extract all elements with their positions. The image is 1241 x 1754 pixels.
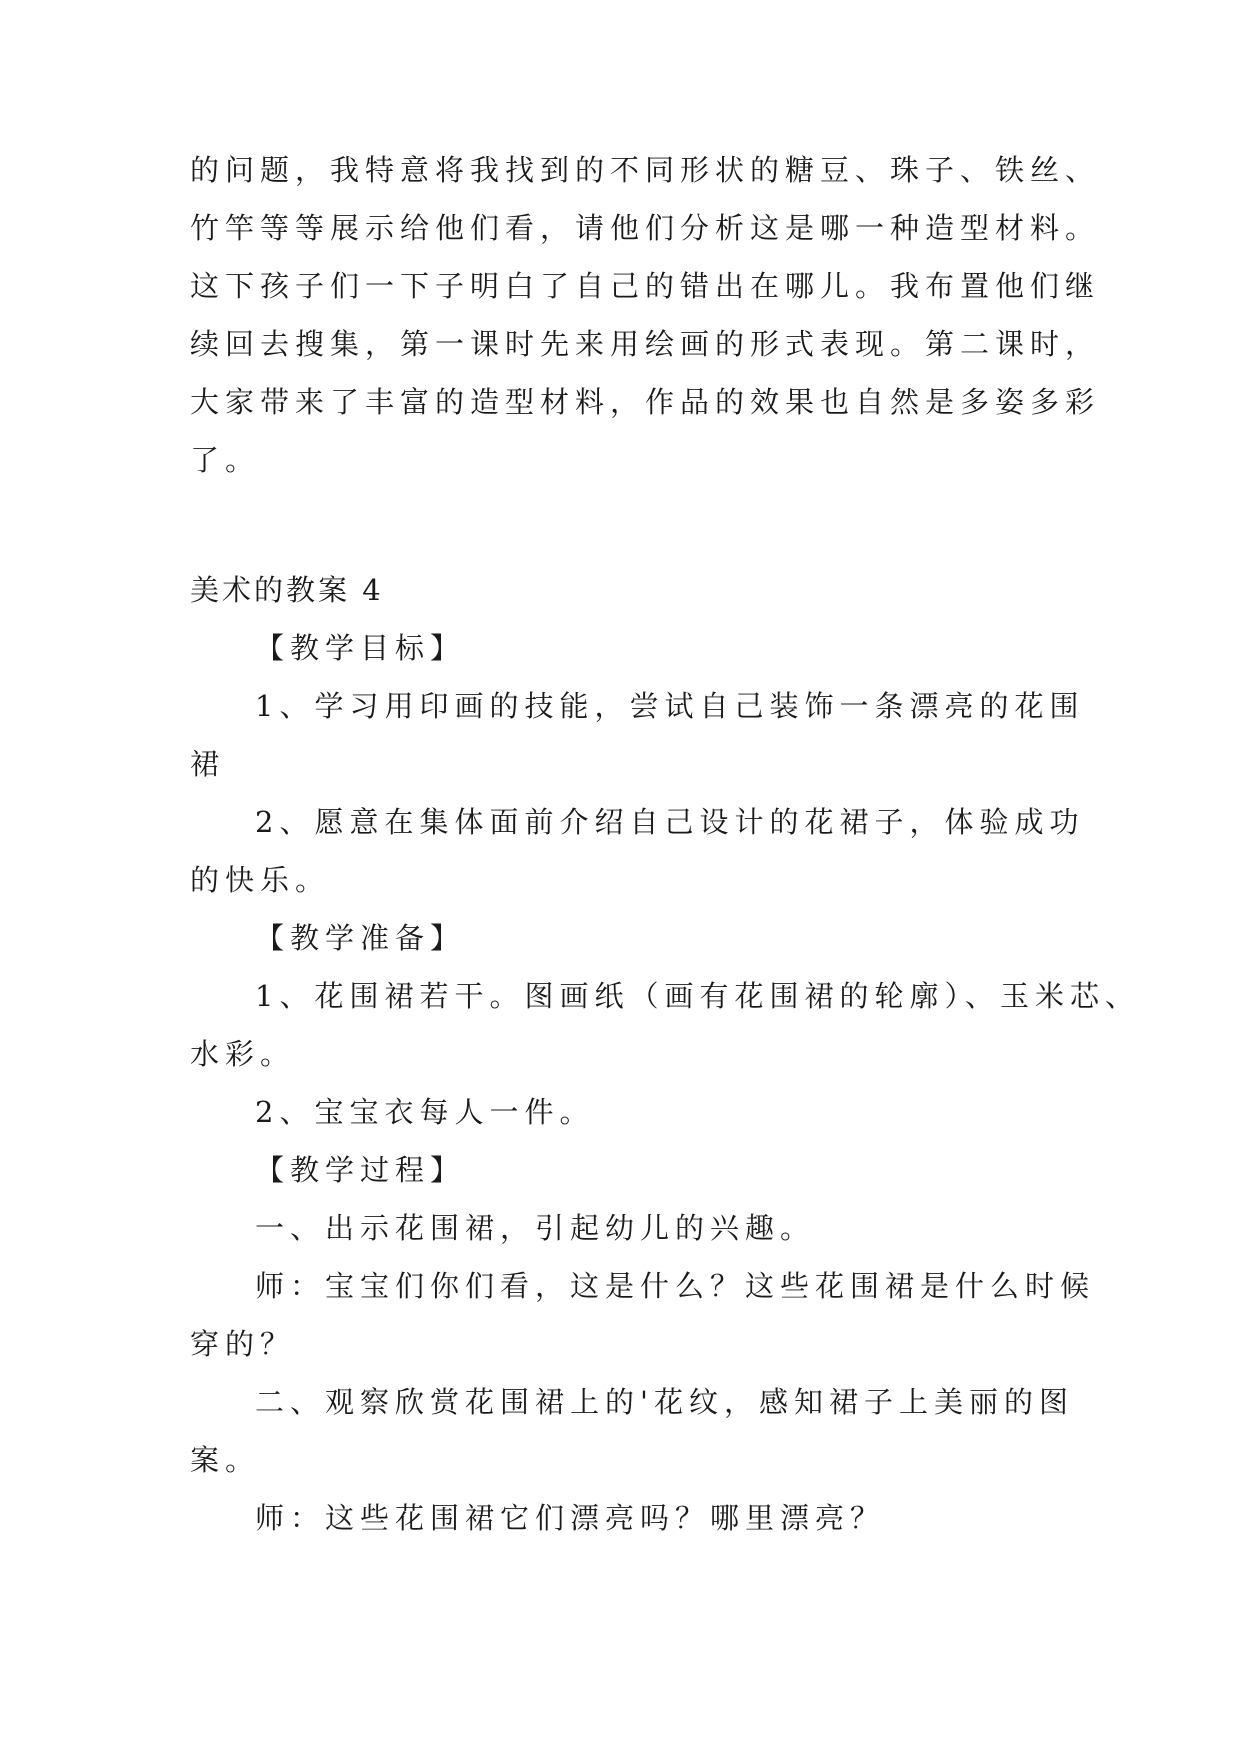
paragraph-line: 竹竿等等展示给他们看，请他们分析这是哪一种造型材料。 (190, 211, 1101, 245)
paragraph-line: 1、学习用印画的技能，尝试自己装饰一条漂亮的花围 (255, 689, 1085, 723)
paragraph-line: 2、愿意在集体面前介绍自己设计的花裙子，体验成功 (255, 805, 1085, 839)
paragraph-line: 二、观察欣赏花围裙上的'花纹，感知裙子上美丽的图 (255, 1385, 1074, 1419)
paragraph-line: 大家带来了丰富的造型材料，作品的效果也自然是多姿多彩 (190, 385, 1101, 419)
section-title: 美术的教案 4 (190, 573, 384, 607)
paragraph-line: 续回去搜集，第一课时先来用绘画的形式表现。第二课时， (190, 327, 1101, 361)
subheading-teaching-goals: 【教学目标】 (255, 631, 466, 665)
paragraph-line: 1、花围裙若干。图画纸（画有花围裙的轮廓）、玉米芯、 (255, 979, 1140, 1013)
paragraph-line: 这下孩子们一下子明白了自己的错出在哪儿。我布置他们继 (190, 269, 1101, 303)
paragraph-line: 的快乐。 (190, 863, 331, 897)
paragraph-line: 了。 (190, 443, 261, 477)
paragraph-line: 一、出示花围裙，引起幼儿的兴趣。 (255, 1211, 816, 1245)
subheading-teaching-process: 【教学过程】 (255, 1153, 466, 1187)
paragraph-line: 2、宝宝衣每人一件。 (255, 1095, 595, 1129)
paragraph-line: 师：这些花围裙它们漂亮吗？哪里漂亮？ (255, 1501, 886, 1535)
paragraph-line: 师：宝宝们你们看，这是什么？这些花围裙是什么时候 (255, 1269, 1096, 1303)
paragraph-line: 穿的？ (190, 1327, 296, 1361)
paragraph-line: 的问题，我特意将我找到的不同形状的糖豆、珠子、铁丝、 (190, 153, 1101, 187)
subheading-teaching-prep: 【教学准备】 (255, 921, 466, 955)
paragraph-line: 案。 (190, 1443, 261, 1477)
paragraph-line: 水彩。 (190, 1037, 296, 1071)
paragraph-line: 裙 (190, 747, 226, 781)
